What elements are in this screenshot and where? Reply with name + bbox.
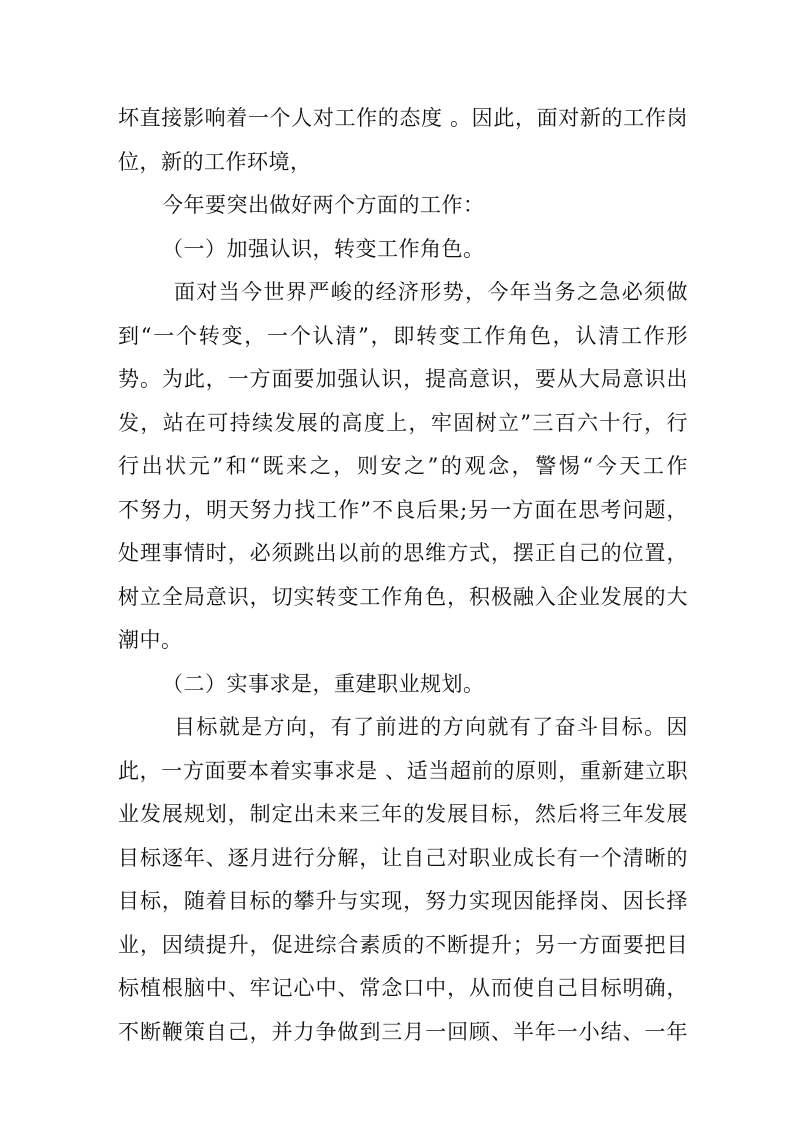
section-heading-1: （一）加强认识，转变工作角色。 xyxy=(162,237,485,261)
paragraph-line: 不断鞭策自己，并力争做到三月一回顾、半年一小结、一年 xyxy=(118,1020,688,1044)
paragraph-line: 不努力，明天努力找工作”不良后果;另一方面在思考问题， xyxy=(118,498,688,522)
paragraph-line: 目标逐年、逐月进行分解，让自己对职业成长有一个清晰的 xyxy=(118,846,688,870)
paragraph-line: 此，一方面要本着实事求是 、适当超前的原则，重新建立职 xyxy=(118,759,688,783)
paragraph-line: 位，新的工作环境， xyxy=(118,150,312,174)
paragraph-line: 业，因绩提升，促进综合素质的不断提升；另一方面要把目 xyxy=(118,933,688,957)
paragraph-line: 树立全局意识，切实转变工作角色，积极融入企业发展的大 xyxy=(118,585,688,609)
paragraph-line: 发，站在可持续发展的高度上，牢固树立”三百六十行，行 xyxy=(118,411,688,435)
paragraph-line: 目标，随着目标的攀升与实现，努力实现因能择岗、因长择 xyxy=(118,889,688,913)
paragraph-line: 潮中。 xyxy=(118,628,183,652)
section-heading-2: （二）实事求是，重建职业规划。 xyxy=(162,672,485,696)
paragraph-line: 今年要突出做好两个方面的工作： xyxy=(162,193,485,217)
paragraph-line: 业发展规划，制定出未来三年的发展目标，然后将三年发展 xyxy=(118,802,688,826)
paragraph-line: 到“一个转变，一个认清”，即转变工作角色，认清工作形 xyxy=(118,324,688,348)
paragraph-line: 势。为此，一方面要加强认识，提高意识，要从大局意识出 xyxy=(118,367,688,391)
paragraph-line: 面对当今世界严峻的经济形势，今年当务之急必须做 xyxy=(174,280,688,304)
paragraph-line: 行出状元”和“既来之，则安之”的观念，警惕“今天工作 xyxy=(118,454,688,478)
paragraph-line: 处理事情时，必须跳出以前的思维方式，摆正自己的位置， xyxy=(118,541,688,565)
paragraph-line: 坏直接影响着一个人对工作的态度 。因此，面对新的工作岗 xyxy=(118,106,688,130)
paragraph-line: 目标就是方向，有了前进的方向就有了奋斗目标。因 xyxy=(174,715,688,739)
paragraph-line: 标植根脑中、牢记心中、常念口中，从而使自己目标明确， xyxy=(118,976,688,1000)
